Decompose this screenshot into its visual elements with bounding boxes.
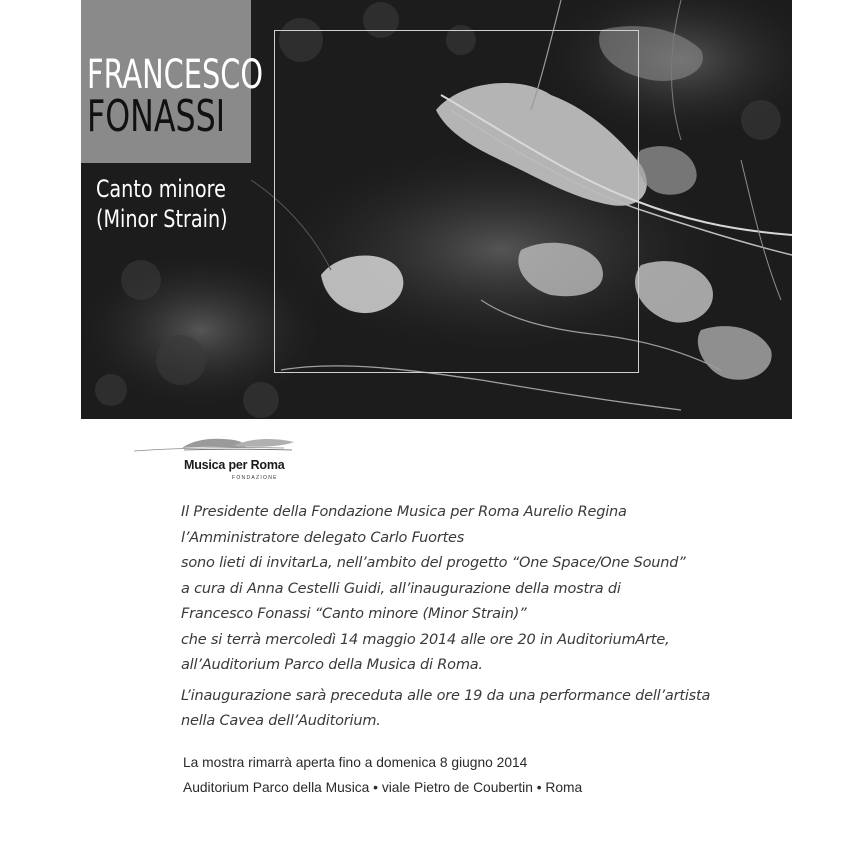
aerial-photo [81,0,792,419]
invitation-text [181,500,821,735]
work-subtitle: (Minor Strain) [96,205,228,233]
performance-line: L’inaugurazione sarà preceduta alle ore 19 da una performance dell’artista [181,687,711,704]
frame-overlay [274,30,639,373]
exhibition-dates: La mostra rimarrà aperta fino a domenica 8 giugno 2014 [183,755,528,770]
logo-name: Musica per Roma [184,458,285,472]
logo-foundation: FONDAZIONE [232,475,278,481]
invitation-line: Il Presidente della Fondazione Musica per Roma Aurelio Regina [181,504,627,520]
venue-address: Auditorium Parco della Musica • viale Pietro de Coubertin • Roma [183,780,583,795]
title-block [81,0,264,163]
artist-first-name: FRANCESCO [87,52,264,98]
invitation-line: all’Auditorium Parco della Musica di Roma. [181,657,483,673]
work-title: Canto minore [96,175,226,203]
performance-line: nella Cavea dell’Auditorium. [181,713,381,729]
invitation-line: a cura di Anna Cestelli Guidi, all’inaugurazione della mostra di [181,580,621,597]
invitation-line: l’Amministratore delegato Carlo Fuortes [181,529,465,546]
logo-emblem-icon [134,434,304,460]
exhibition-info [183,751,582,801]
artist-last-name: FONASSI [87,91,226,142]
musica-per-roma-logo [134,434,304,484]
invitation-line: che si terrà mercoledì 14 maggio 2014 alle ore 20 in AuditoriumArte, [181,631,670,648]
invitation-line: sono lieti di invitarLa, nell’ambito del progetto “One Space/One Sound” [181,555,686,571]
invitation-line: Francesco Fonassi “Canto minore (Minor Strain)” [181,606,527,622]
